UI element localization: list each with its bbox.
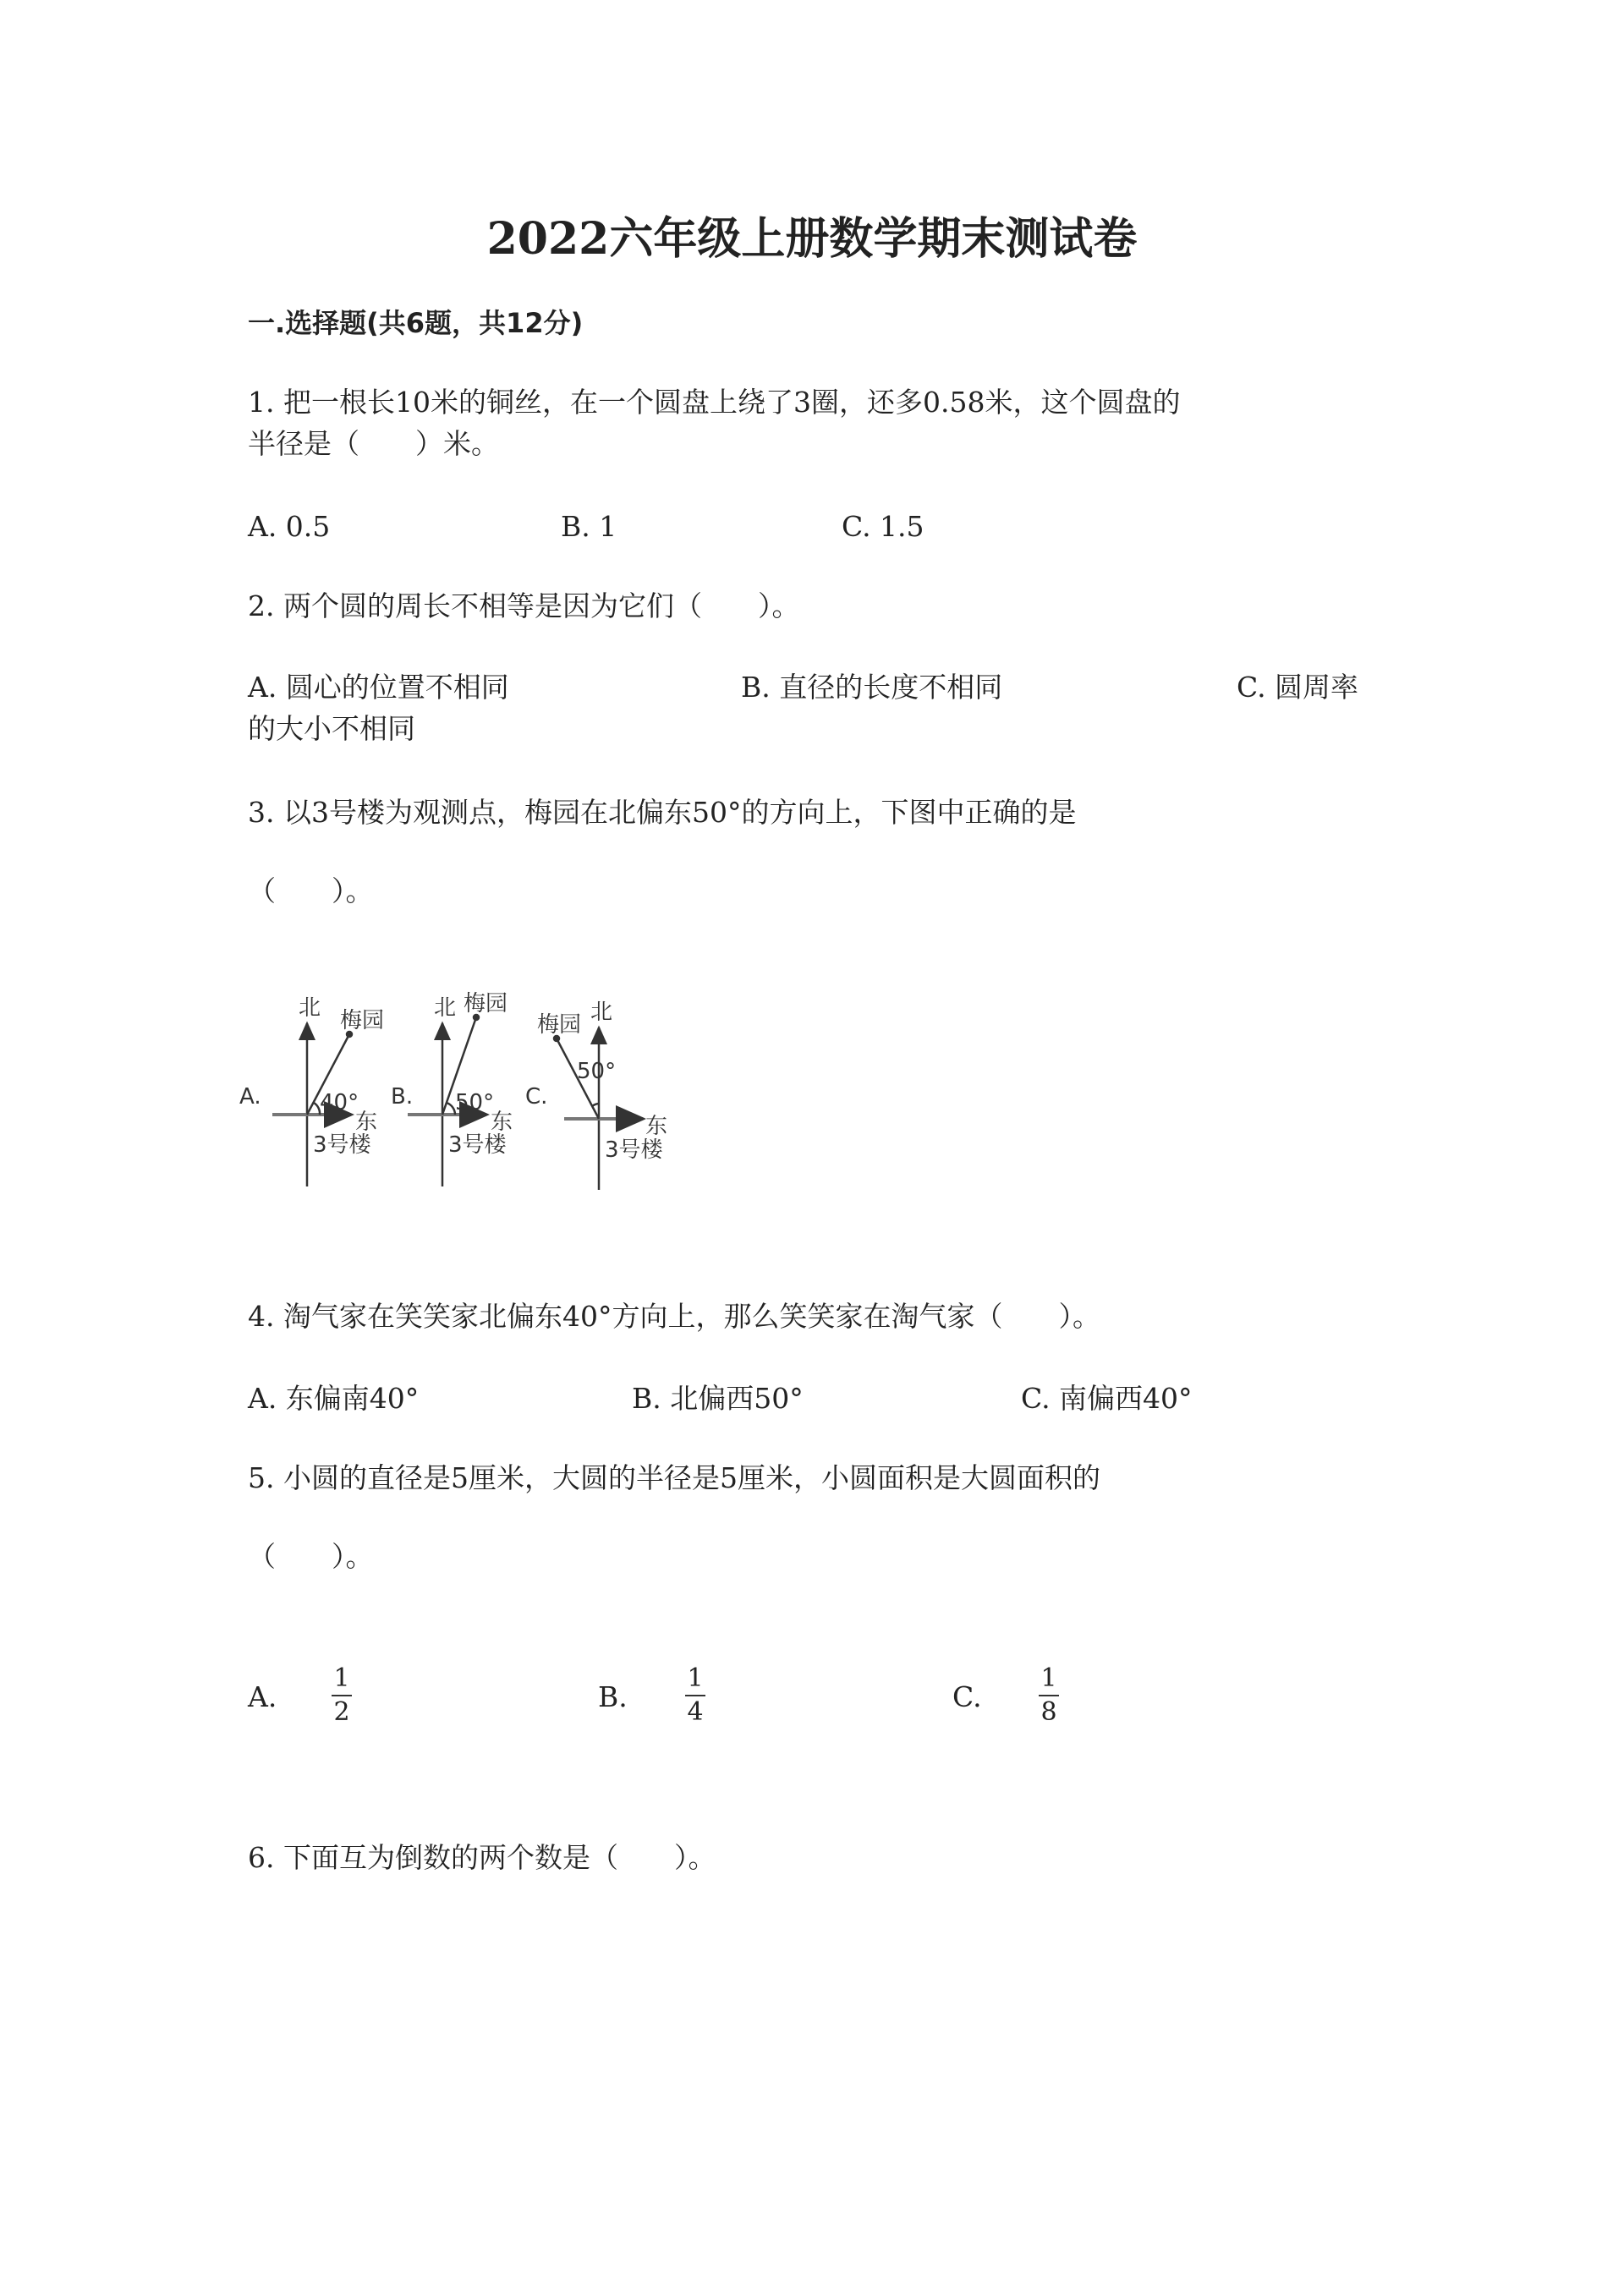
diagram-a-origin: 3号楼 — [313, 1132, 371, 1158]
diagram-a-north: 北 — [299, 995, 321, 1021]
page-title: 2022六年级上册数学期末测试卷 — [486, 213, 1138, 265]
diagram-c-angle: 50° — [577, 1059, 617, 1084]
q2-stem: 2. 两个圆的周长不相等是因为它们（ ）。 — [248, 589, 800, 622]
diagram-c-target: 梅园 — [537, 1012, 582, 1038]
q1-option-a: A. 0.5 — [248, 510, 331, 543]
q3-stem-cont: （ ）。 — [248, 874, 374, 907]
diagram-b-east: 东 — [491, 1110, 513, 1135]
denominator: 4 — [687, 1697, 704, 1727]
q5-option-a-label: A. — [248, 1680, 277, 1713]
q6-stem: 6. 下面互为倒数的两个数是（ ）。 — [248, 1841, 716, 1874]
q2-option-c: C. 圆周率 — [1237, 671, 1359, 704]
q1-option-b: B. 1 — [561, 510, 617, 543]
diagram-a-angle: 40° — [320, 1090, 359, 1115]
q2-option-b: B. 直径的长度不相同 — [741, 671, 1003, 704]
q5-option-b-fraction — [685, 1664, 705, 1727]
q1-stem-cont: 半径是（ ）米。 — [248, 427, 499, 460]
diagram-c-label: C. — [525, 1084, 548, 1110]
q5-stem-cont: （ ）。 — [248, 1540, 374, 1573]
diagram-a-label: A. — [239, 1084, 261, 1110]
diagram-c-east: 东 — [645, 1114, 668, 1139]
numerator: 1 — [1040, 1663, 1057, 1693]
diagram-c-north: 北 — [590, 1000, 613, 1025]
diagram-c — [554, 1027, 643, 1190]
diagram-b-north: 北 — [434, 995, 457, 1021]
denominator: 8 — [1040, 1697, 1057, 1727]
numerator: 1 — [333, 1663, 350, 1693]
q5-option-c-label: C. — [952, 1680, 982, 1713]
q1-option-c: C. 1.5 — [842, 510, 924, 543]
q1-stem: 1. 把一根长10米的铜丝，在一个圆盘上绕了3圈，还多0.58米，这个圆盘的 — [248, 386, 1181, 419]
diagram-b-label: B. — [391, 1084, 414, 1110]
q5-option-a-fraction — [332, 1664, 352, 1727]
q5-option-c-fraction — [1039, 1664, 1059, 1727]
diagram-b-target: 梅园 — [464, 991, 508, 1016]
diagram-a-target: 梅园 — [340, 1008, 385, 1033]
denominator: 2 — [333, 1697, 350, 1727]
q3-stem: 3. 以3号楼为观测点，梅园在北偏东50°的方向上，下图中正确的是 — [248, 796, 1077, 829]
section-heading: 一.选择题(共6题，共12分) — [248, 307, 584, 339]
q4-stem: 4. 淘气家在笑笑家北偏东40°方向上，那么笑笑家在淘气家（ ）。 — [248, 1300, 1100, 1333]
q5-stem: 5. 小圆的直径是5厘米，大圆的半径是5厘米，小圆面积是大圆面积的 — [248, 1461, 1100, 1494]
q4-option-b: B. 北偏西50° — [632, 1382, 804, 1415]
diagram-b-origin: 3号楼 — [448, 1132, 507, 1158]
q4-option-c: C. 南偏西40° — [1021, 1382, 1193, 1415]
diagram-a-east: 东 — [355, 1110, 378, 1135]
q2-option-c-cont: 的大小不相同 — [248, 712, 415, 745]
q2-option-a: A. 圆心的位置不相同 — [248, 671, 509, 704]
numerator: 1 — [687, 1663, 704, 1693]
q4-option-a: A. 东偏南40° — [248, 1382, 420, 1415]
diagram-c-origin: 3号楼 — [605, 1137, 663, 1163]
q5-option-b-label: B. — [598, 1680, 628, 1713]
diagram-b-angle: 50° — [455, 1090, 495, 1115]
